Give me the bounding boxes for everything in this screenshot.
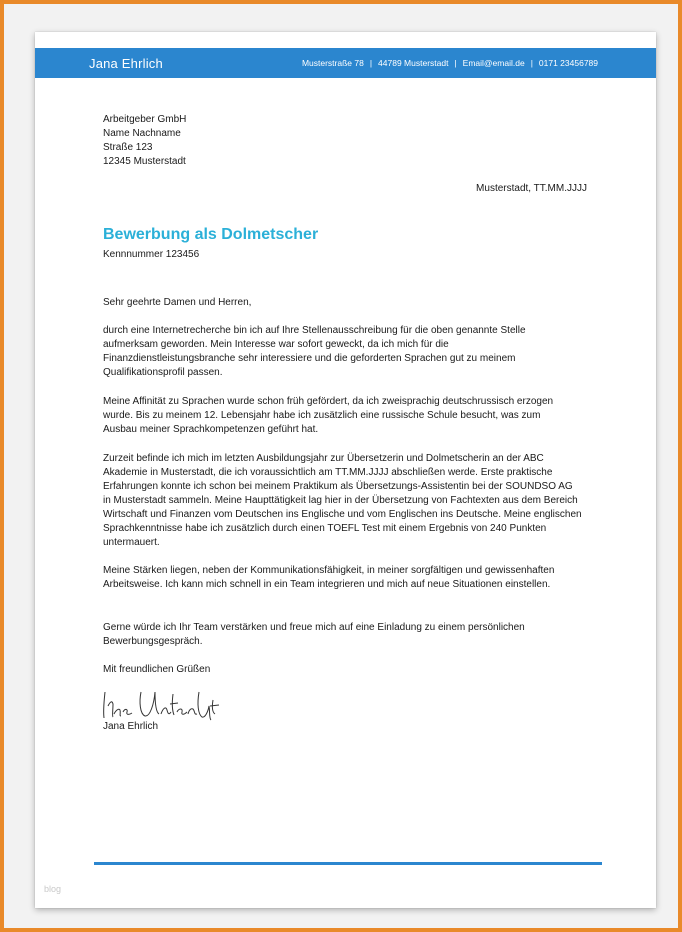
letter-page bbox=[35, 32, 656, 908]
body-paragraph: durch eine Internetrecherche bin ich auf Ihre Stellenausschreibung für die oben genannte Stelle aufmerksam geworden. Mein Interesse war sofort geweckt, da ich mich für die Finanzdienstleistungsbranche sehr interessiere und die geforderten Sprachen gut zu meinem Qualifikationsprofil passen. bbox=[103, 325, 526, 378]
sender-name: Jana Ehrlich bbox=[89, 56, 163, 71]
handwritten-signature bbox=[99, 684, 229, 724]
header-bar bbox=[35, 48, 656, 78]
place-date: Musterstadt, TT.MM.JJJJ bbox=[476, 183, 587, 194]
separator: | bbox=[530, 58, 533, 68]
body-paragraph: Zurzeit befinde ich mich im letzten Ausbildungsjahr zur Übersetzerin und Dolmetscherin an der ABC Akademie in Musterstadt, die ich voraussichtlich am TT.MM.JJJJ abschließen werde. Erste praktische Erfahrungen konnte ich schon bei meinem Praktikum als Übersetzungs-Assistentin bei der SOUNDSO AG in Musterstadt sammeln. Meine Haupttätigkeit lag hier in der Übersetzung von Fachtexten aus dem Bereich Wirtschaft und Finanzen vom Deutschen ins Englische und vom Englischen ins Deutsche. Meine englischen Sprachkenntnisse habe ich zusätzlich durch einen TOEFL Test mit einem Ergebnis von 240 Punkten untermauert. bbox=[103, 453, 582, 548]
body-paragraph: Gerne würde ich Ihr Team verstärken und freue mich auf eine Einladung zu einem persönlichen Bewerbungsgespräch. bbox=[103, 622, 525, 647]
body-paragraph: Meine Affinität zu Sprachen wurde schon früh gefördert, da ich zweisprachig deutschrussisch erzogen wurde. Bis zu meinem 12. Lebensjahr habe ich zusätzlich eine russische Schule besucht, was zum Ausbau meiner Sprachkompetenzen geführt hat. bbox=[103, 396, 554, 435]
watermark: blog bbox=[44, 884, 62, 894]
recipient-company: Arbeitgeber GmbH bbox=[103, 114, 187, 125]
salutation: Sehr geehrte Damen und Herren, bbox=[103, 297, 252, 308]
sender-street: Musterstraße 78 bbox=[301, 58, 364, 68]
separator: | bbox=[369, 58, 373, 68]
letter-subject: Bewerbung als Dolmetscher bbox=[103, 226, 319, 243]
closing-phrase: Mit freundlichen Grüßen bbox=[103, 664, 211, 675]
sender-phone: 0171 23456789 bbox=[538, 58, 598, 68]
sender-contact bbox=[302, 58, 598, 68]
reference-number: Kennnummer 123456 bbox=[103, 249, 200, 260]
recipient-city: 12345 Musterstadt bbox=[103, 156, 186, 167]
sender-email: Email@email.de bbox=[462, 58, 525, 68]
body-paragraph: Meine Stärken liegen, neben der Kommunikationsfähigkeit, in meiner sorgfältigen und gewissenhaften Arbeitsweise. Ich kann mich schnell in ein Team integrieren und mich auf neue Situationen einstellen. bbox=[103, 565, 555, 590]
separator: | bbox=[454, 58, 457, 68]
recipient-street: Straße 123 bbox=[103, 142, 153, 153]
footer-divider bbox=[94, 862, 602, 865]
signer-name: Jana Ehrlich bbox=[103, 721, 159, 732]
recipient-address bbox=[103, 113, 186, 169]
sender-city: 44789 Musterstadt bbox=[378, 58, 449, 68]
recipient-contact: Name Nachname bbox=[103, 128, 181, 139]
